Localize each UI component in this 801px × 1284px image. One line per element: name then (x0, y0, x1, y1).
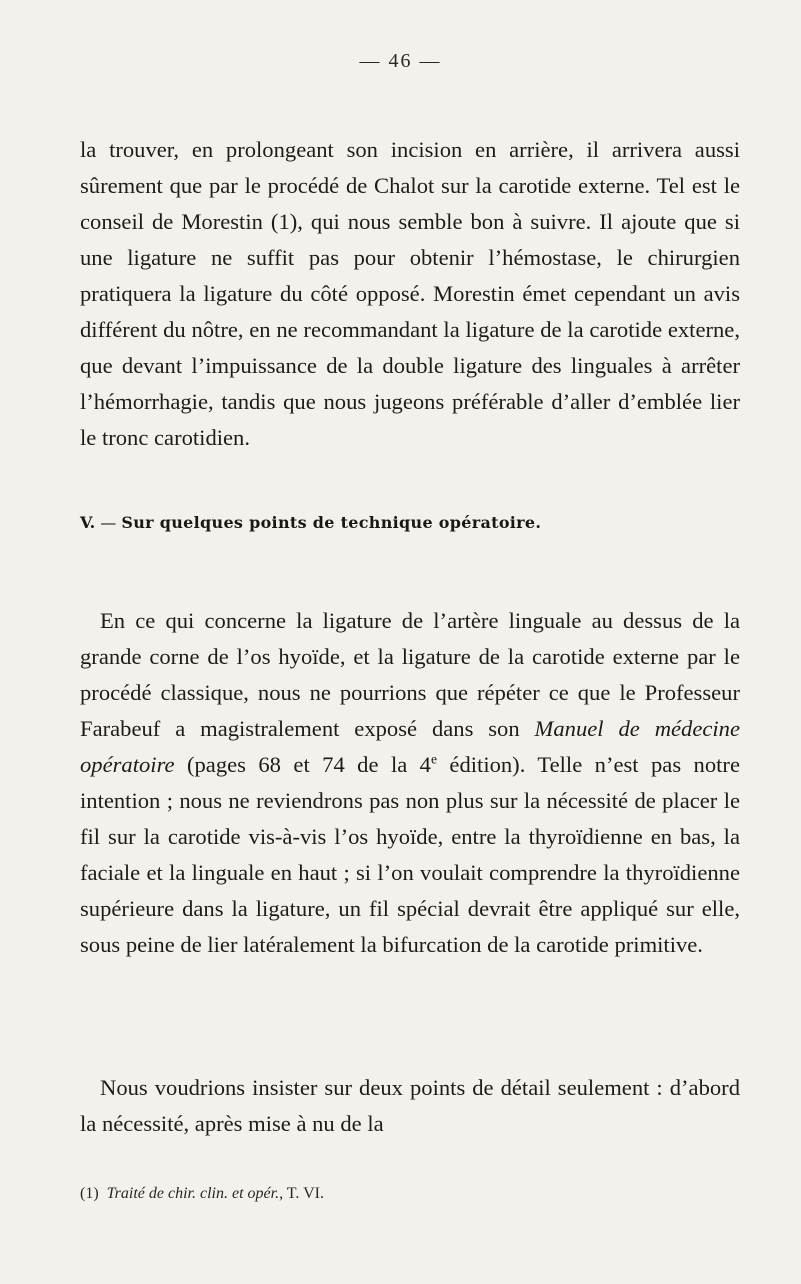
section-numeral: V. (80, 513, 96, 532)
book-title-italic: Manuel de médecine opératoire (80, 716, 740, 777)
footnote-volume: , T. VI. (279, 1185, 324, 1202)
edition-superscript: e (430, 751, 437, 767)
section-heading (80, 512, 780, 534)
footnote-ref: (1) (80, 1185, 99, 1202)
section-title: Sur quelques points de technique opératoire. (121, 513, 542, 532)
footnote (80, 1183, 760, 1205)
section-dash: — (95, 513, 122, 532)
footnote-source-italic: Traité de chir. clin. et opér. (106, 1185, 280, 1202)
paragraph-continuation: la trouver, en prolongeant son incision en arrière, il arrivera aussi sûrement que par le procédé de Chalot sur la carotide externe. Tel est le conseil de Morestin (1), qui nous semble bon à suivre. Il ajoute que si une ligature ne suffit pas pour obtenir l’hémostase, le chirurgien pratiquera la ligature du côté opposé. Morestin émet cependant un avis différent du nôtre, en ne recommandant la ligature de la carotide externe, que devant l’impuissance de la double ligature des linguales à arrêter l’hémorrhagie, tandis que nous jugeons préférable d’aller d’emblée lier le tronc carotidien. (80, 137, 740, 450)
paragraph-detail-points: Nous voudrions insister sur deux points de détail seulement : d’abord la nécessité, après mise à nu de la (80, 1075, 740, 1136)
page-number: — 46 — (359, 50, 442, 72)
paragraph-text-end: édition). Telle n’est pas notre intention ; nous ne reviendrons pas non plus sur la nécessité de placer le fil sur la carotide vis-à-vis l’os hyoïde, entre la thyroïdienne en bas, la faciale et la linguale en haut ; si l’on voulait comprendre la thyroïdienne supérieure dans la ligature, un fil spécial devrait être appliqué sur elle, sous peine de lier latéralement la bifurcation de la carotide primitive. (80, 752, 740, 957)
paragraph-technique (80, 603, 740, 963)
paragraph-text-mid: (pages 68 et 74 de la 4 (174, 752, 431, 777)
paragraph-text-start: En ce qui concerne la ligature de l’artère linguale au dessus de la grande corne de l’os hyoïde, et la ligature de la carotide externe par le procédé classique, nous ne pourrions que répéter ce que le Professeur Farabeuf a magistralement exposé dans son (80, 608, 740, 741)
